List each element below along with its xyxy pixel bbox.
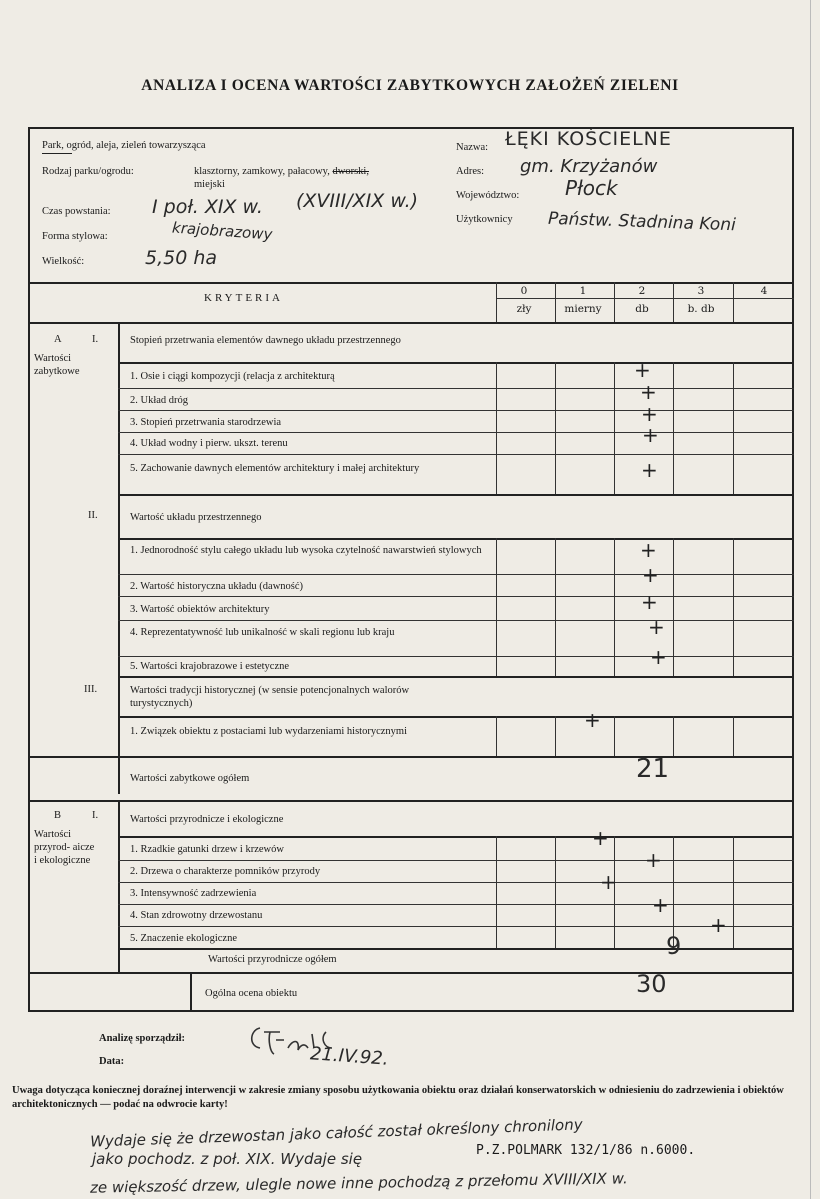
section-a-name: Wartości zabytkowe — [34, 353, 80, 377]
rule — [118, 538, 794, 540]
rule — [118, 574, 794, 575]
scale-label-1: mierny — [564, 303, 602, 315]
rule — [733, 282, 734, 322]
rule — [614, 538, 615, 676]
analize-label: Analizę sporządził: — [99, 1033, 186, 1044]
rule — [118, 882, 794, 883]
score-mark: + — [648, 615, 665, 639]
form-title: ANALIZA I OCENA WARTOŚCI ZABYTKOWYCH ZAŁOŻEŃ ZIELENI — [141, 77, 679, 94]
a2-title: Wartość układu przestrzennego — [130, 512, 262, 523]
rule — [673, 716, 674, 756]
page-edge — [810, 0, 811, 1199]
score-mark: + — [592, 826, 609, 850]
czas-value: I poł. XIX w. — [152, 196, 263, 218]
score-mark: + — [642, 563, 659, 587]
scale-label-0: zły — [516, 303, 532, 315]
adres-value: gm. Krzyżanów — [520, 156, 658, 177]
score-mark: + — [600, 870, 617, 894]
score-mark: + — [640, 380, 657, 404]
rule — [118, 836, 794, 838]
note-line-2: jako pochodz. z poł. XIX. Wydaje się — [92, 1150, 363, 1168]
section-b-letter: B — [54, 810, 62, 821]
print-code: P.Z.POLMARK 132/1/86 n.6000. — [476, 1143, 696, 1158]
score-mark: + — [634, 358, 651, 382]
scale-label-3: b. db — [687, 303, 715, 315]
rule — [733, 362, 734, 494]
forma-value: krajobrazowy — [171, 218, 273, 244]
scale-label-2: db — [635, 303, 649, 315]
rule — [555, 362, 556, 494]
rule — [118, 410, 794, 411]
score-mark: + — [584, 708, 601, 732]
rule — [555, 716, 556, 756]
rule — [733, 538, 734, 676]
form-frame — [28, 127, 794, 1012]
rule — [555, 836, 556, 948]
nazwa-value: ŁĘKI KOŚCIELNE — [505, 128, 672, 150]
rule — [496, 538, 497, 676]
rodzaj-struck: dworski, — [332, 166, 369, 177]
a2-item-4: 4. Reprezentatywność lub unikalność w skali regionu lub kraju — [130, 627, 395, 638]
rule — [496, 362, 497, 494]
score-mark: + — [641, 590, 658, 614]
rodzaj-options: klasztorny, zamkowy, pałacowy, dworski, — [194, 166, 369, 177]
scale-num-1: 1 — [579, 285, 587, 297]
rule — [496, 716, 497, 756]
rule — [496, 836, 497, 948]
uzytkownicy-label: Użytkownicy — [456, 214, 513, 225]
scale-num-4: 4 — [760, 285, 768, 297]
wojewodztwo-label: Województwo: — [456, 190, 520, 201]
data-label: Data: — [99, 1056, 125, 1067]
scale-num-3: 3 — [697, 285, 705, 297]
rule — [614, 716, 615, 756]
a2-item-1: 1. Jednorodność stylu całego układu lub wysoka czytelność nawarstwień stylowych — [130, 545, 482, 556]
rule — [118, 432, 794, 433]
a1-item-1: 1. Osie i ciągi kompozycji (relacja z architekturą — [130, 371, 335, 382]
rule — [118, 676, 794, 678]
data-value: 21.IV.92. — [309, 1043, 390, 1070]
a-total-value: 21 — [636, 754, 670, 784]
rule — [118, 494, 794, 496]
scale-num-0: 0 — [520, 285, 528, 297]
score-mark: + — [642, 423, 659, 447]
forma-label: Forma stylowa: — [42, 231, 108, 242]
overall-value: 30 — [636, 970, 667, 998]
section-b-name: Wartości przyrod- aicze i ekologiczne — [34, 829, 95, 866]
rule — [118, 362, 794, 364]
rule — [118, 716, 794, 718]
nazwa-label: Nazwa: — [456, 142, 489, 153]
score-mark: + — [641, 458, 658, 482]
rule — [28, 756, 794, 758]
b1-title: Wartości przyrodnicze i ekologiczne — [130, 814, 284, 825]
rodzaj-options-2: miejski — [194, 179, 225, 190]
a1-title: Stopień przetrwania elementów dawnego układu przestrzennego — [130, 335, 401, 346]
wielkosc-label: Wielkość: — [42, 256, 85, 267]
a3-title: Wartości tradycji historycznej (w sensie potencjonalnych walorów turystycznych) — [130, 685, 410, 709]
a1-item-4: 4. Układ wodny i pierw. ukszt. terenu — [130, 438, 288, 449]
a2-item-3: 3. Wartość obiektów architektury — [130, 604, 270, 615]
a-total-label: Wartości zabytkowe ogółem — [130, 773, 250, 784]
score-mark: + — [641, 402, 658, 426]
note-line-1: Wydaje się że drzewostan jako całość został określony chronilony — [89, 1115, 583, 1151]
note-line-3: ze większość drzew, ulegle nowe inne pochodzą z przełomu XVIII/XIX w. — [89, 1169, 628, 1197]
score-mark: + — [645, 848, 662, 872]
rule — [733, 716, 734, 756]
park-type-label: Park, ogród, aleja, zieleń towarzysząca — [42, 140, 206, 151]
uzytkownicy-value: Państw. Stadnina Koni — [547, 208, 737, 236]
score-mark: + — [640, 538, 657, 562]
score-mark: + — [710, 913, 727, 937]
rule — [118, 656, 794, 657]
rule — [118, 948, 794, 950]
scale-num-2: 2 — [638, 285, 646, 297]
rule — [118, 454, 794, 455]
rule — [118, 388, 794, 389]
rule — [118, 620, 794, 621]
section-a3-roman: III. — [84, 684, 98, 695]
rule — [28, 322, 794, 324]
b1-item-1: 1. Rzadkie gatunki drzew i krzewów — [130, 844, 284, 855]
rule — [118, 322, 120, 794]
b1-item-2: 2. Drzewa o charakterze pomników przyrody — [130, 866, 321, 877]
rule — [118, 800, 120, 972]
wielkosc-value: 5,50 ha — [145, 247, 218, 269]
rule — [28, 282, 794, 284]
rule — [28, 800, 794, 802]
rule — [673, 362, 674, 494]
a1-item-2: 2. Układ dróg — [130, 395, 189, 406]
b-total-label: Wartości przyrodnicze ogółem — [208, 954, 337, 965]
a1-item-5: 5. Zachowanie dawnych elementów architektury i małej architektury — [130, 463, 420, 474]
b1-item-3: 3. Intensywność zadrzewienia — [130, 888, 257, 899]
a2-item-2: 2. Wartość historyczna układu (dawność) — [130, 581, 304, 592]
section-a-letter: A — [54, 334, 62, 345]
a2-item-5: 5. Wartości krajobrazowe i estetyczne — [130, 661, 290, 672]
rule — [118, 904, 794, 905]
b-total-value: 9 — [666, 932, 682, 960]
rule — [555, 538, 556, 676]
rule — [733, 836, 734, 948]
czas-paren: (XVIII/XIX w.) — [296, 190, 419, 212]
uwaga-note: Uwaga dotycząca koniecznej doraźnej interwencji w zakresie zmiany sposobu użytkowania obiektu oraz działań konserwatorskich w odniesieniu do zadrzewienia i obiektów architektonicznych — podać na odwrocie karty! — [12, 1085, 784, 1110]
rule — [673, 538, 674, 676]
rule — [28, 972, 794, 974]
kryteria-header: KRYTERIA — [204, 292, 283, 304]
rule — [614, 362, 615, 494]
score-mark: + — [652, 893, 669, 917]
b1-item-4: 4. Stan zdrowotny drzewostanu — [130, 910, 263, 921]
a1-item-3: 3. Stopień przetrwania starodrzewia — [130, 417, 282, 428]
a3-item-1: 1. Związek obiektu z postaciami lub wydarzeniami historycznymi — [130, 726, 407, 737]
overall-label: Ogólna ocena obiektu — [205, 988, 298, 999]
score-mark: + — [650, 645, 667, 669]
adres-label: Adres: — [456, 166, 484, 177]
b1-item-5: 5. Znaczenie ekologiczne — [130, 933, 237, 944]
rule — [118, 860, 794, 861]
rodzaj-label: Rodzaj parku/ogrodu: — [42, 166, 134, 177]
park-underline — [42, 153, 72, 154]
rule — [190, 972, 192, 1012]
rule — [118, 596, 794, 597]
section-b-roman: I. — [92, 810, 99, 821]
section-a2-roman: II. — [88, 510, 98, 521]
rule — [118, 926, 794, 927]
section-a-roman: I. — [92, 334, 99, 345]
wojewodztwo-value: Płock — [565, 176, 618, 200]
czas-label: Czas powstania: — [42, 206, 111, 217]
rule — [496, 298, 794, 299]
